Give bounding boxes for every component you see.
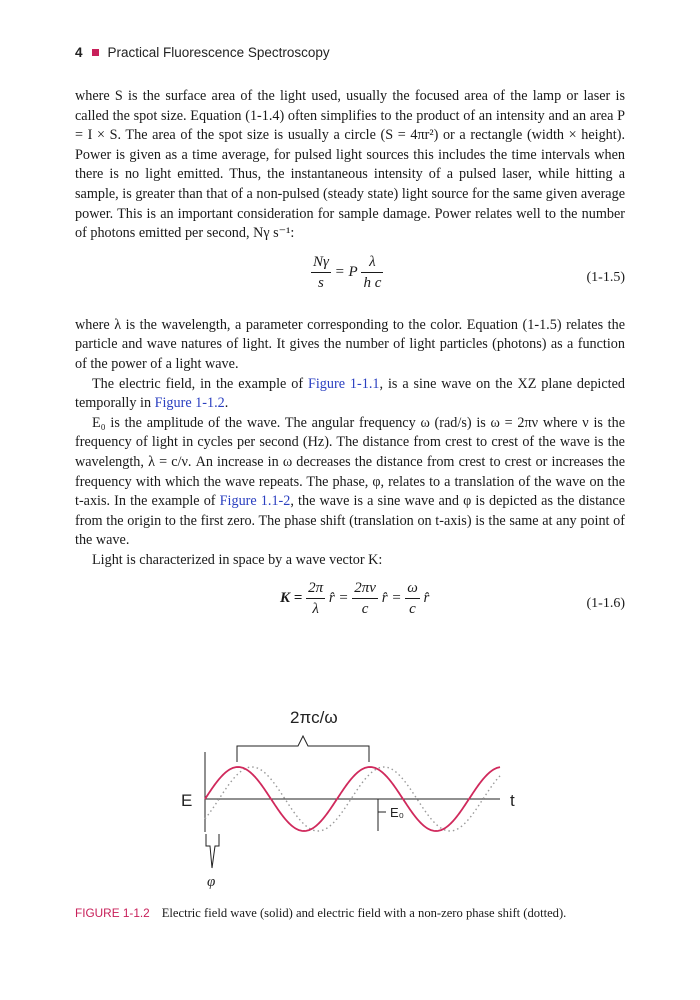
caption-text: Electric field wave (solid) and electric field with a non-zero phase shift (dotted). — [161, 906, 567, 920]
e-axis-label: E — [181, 791, 193, 810]
equation-number-1-1-6: (1-1.6) — [586, 596, 625, 612]
period-bracket — [237, 736, 369, 762]
paragraph-wavelength: where λ is the wavelength, a parameter corresponding to the color. Equation (1-1.5) relates the particle and wave natures of light. It gives the number of light particles (photons) as a function of the power of a light wave. — [75, 316, 625, 372]
eq2-rhat-2: r̂ = — [381, 590, 402, 607]
equation-number-1-1-5: (1-1.5) — [586, 269, 625, 285]
t-axis-label: t — [510, 791, 515, 810]
paragraph-spot-size: where S is the surface area of the light used, usually the focused area of the lamp or laser is called the spot size. Equation (1-1.4) often simplifies to the product of an intensity and an area P = I × S. The area of the spot size is usually a circle (S = 4πr²) or a rectangle (width × height). Power is given as a time average, for pulsed light sources this includes the time intervals when there is no light emitted. Thus, the instantaneous intensity of a pulsed laser, while hitting a sample, is greater than that of a non-pulsed (steady state) light source for the same given average power. This is an important consideration for sample damage. Power relates well to the number of photons emitted per second, Nγ s⁻¹: — [75, 88, 625, 242]
figure-caption — [75, 906, 566, 921]
phase-label: φ — [207, 874, 216, 890]
page-number: 4 — [75, 45, 83, 60]
p4-text-a: E₀ is the amplitude of the wave. The angular frequency ω (rad/s) is ω = 2πν where ν is the frequency of light in cycles per second (Hz). The distance from crest to crest of the wave is the wavelength, λ = c/ν. An increase in ω decreases the distance from crest to crest or increases the frequency with which the wave repeats. The phase, φ, relates to a translation of the wave on the t-axis. In the example of — [75, 414, 625, 510]
p3-text-a: The electric field, in the example of — [92, 375, 308, 392]
eq2-f1-denominator: λ — [312, 601, 319, 618]
eq2-f3-denominator: c — [409, 601, 416, 618]
paragraph-wave-vector: Light is characterized in space by a wave vector K: — [92, 551, 383, 568]
eq1-lhs-denominator: s — [318, 274, 324, 291]
eq1-rhs-numerator: λ — [361, 252, 383, 273]
eq1-lhs-numerator: Nγ — [311, 252, 331, 273]
book-title: Practical Fluorescence Spectroscopy — [107, 45, 330, 60]
eq2-f3-numerator: ω — [405, 578, 420, 599]
eq2-rhat-3: r̂ — [423, 590, 430, 607]
eq1-rhs-denominator: h c — [363, 274, 382, 291]
eq2-f2-denominator: c — [361, 601, 369, 618]
p4-text-b: , the wave is a sine wave and φ is depicted as the distance from the origin to the first zero. The phase shift (translation on t-axis) is the same at any point of the wave. — [75, 493, 626, 549]
figure-1-1-1-link[interactable]: Figure 1-1.1 — [307, 375, 380, 392]
eq2-lhs: K = — [280, 590, 303, 607]
amplitude-label: E₀ — [390, 805, 405, 820]
eq2-f1-numerator: 2π — [306, 578, 325, 599]
period-label: 2πc/ω — [290, 708, 338, 727]
caption-label: FIGURE 1-1.2 — [75, 906, 150, 920]
eq2-rhat-1: r̂ = — [328, 590, 349, 607]
phase-bracket — [206, 834, 219, 868]
p3-text-c: . — [224, 395, 229, 412]
figure-1-1-2-link[interactable]: Figure 1-1.2 — [154, 395, 225, 412]
figure-1-1-2-link-b[interactable]: Figure 1.1-2 — [219, 493, 291, 510]
eq2-f2-numerator: 2πν — [352, 578, 378, 599]
eq1-equals-p: = P — [334, 263, 358, 280]
p3-text-b: , is a sine wave on the XZ plane depicted temporally in — [75, 375, 625, 412]
